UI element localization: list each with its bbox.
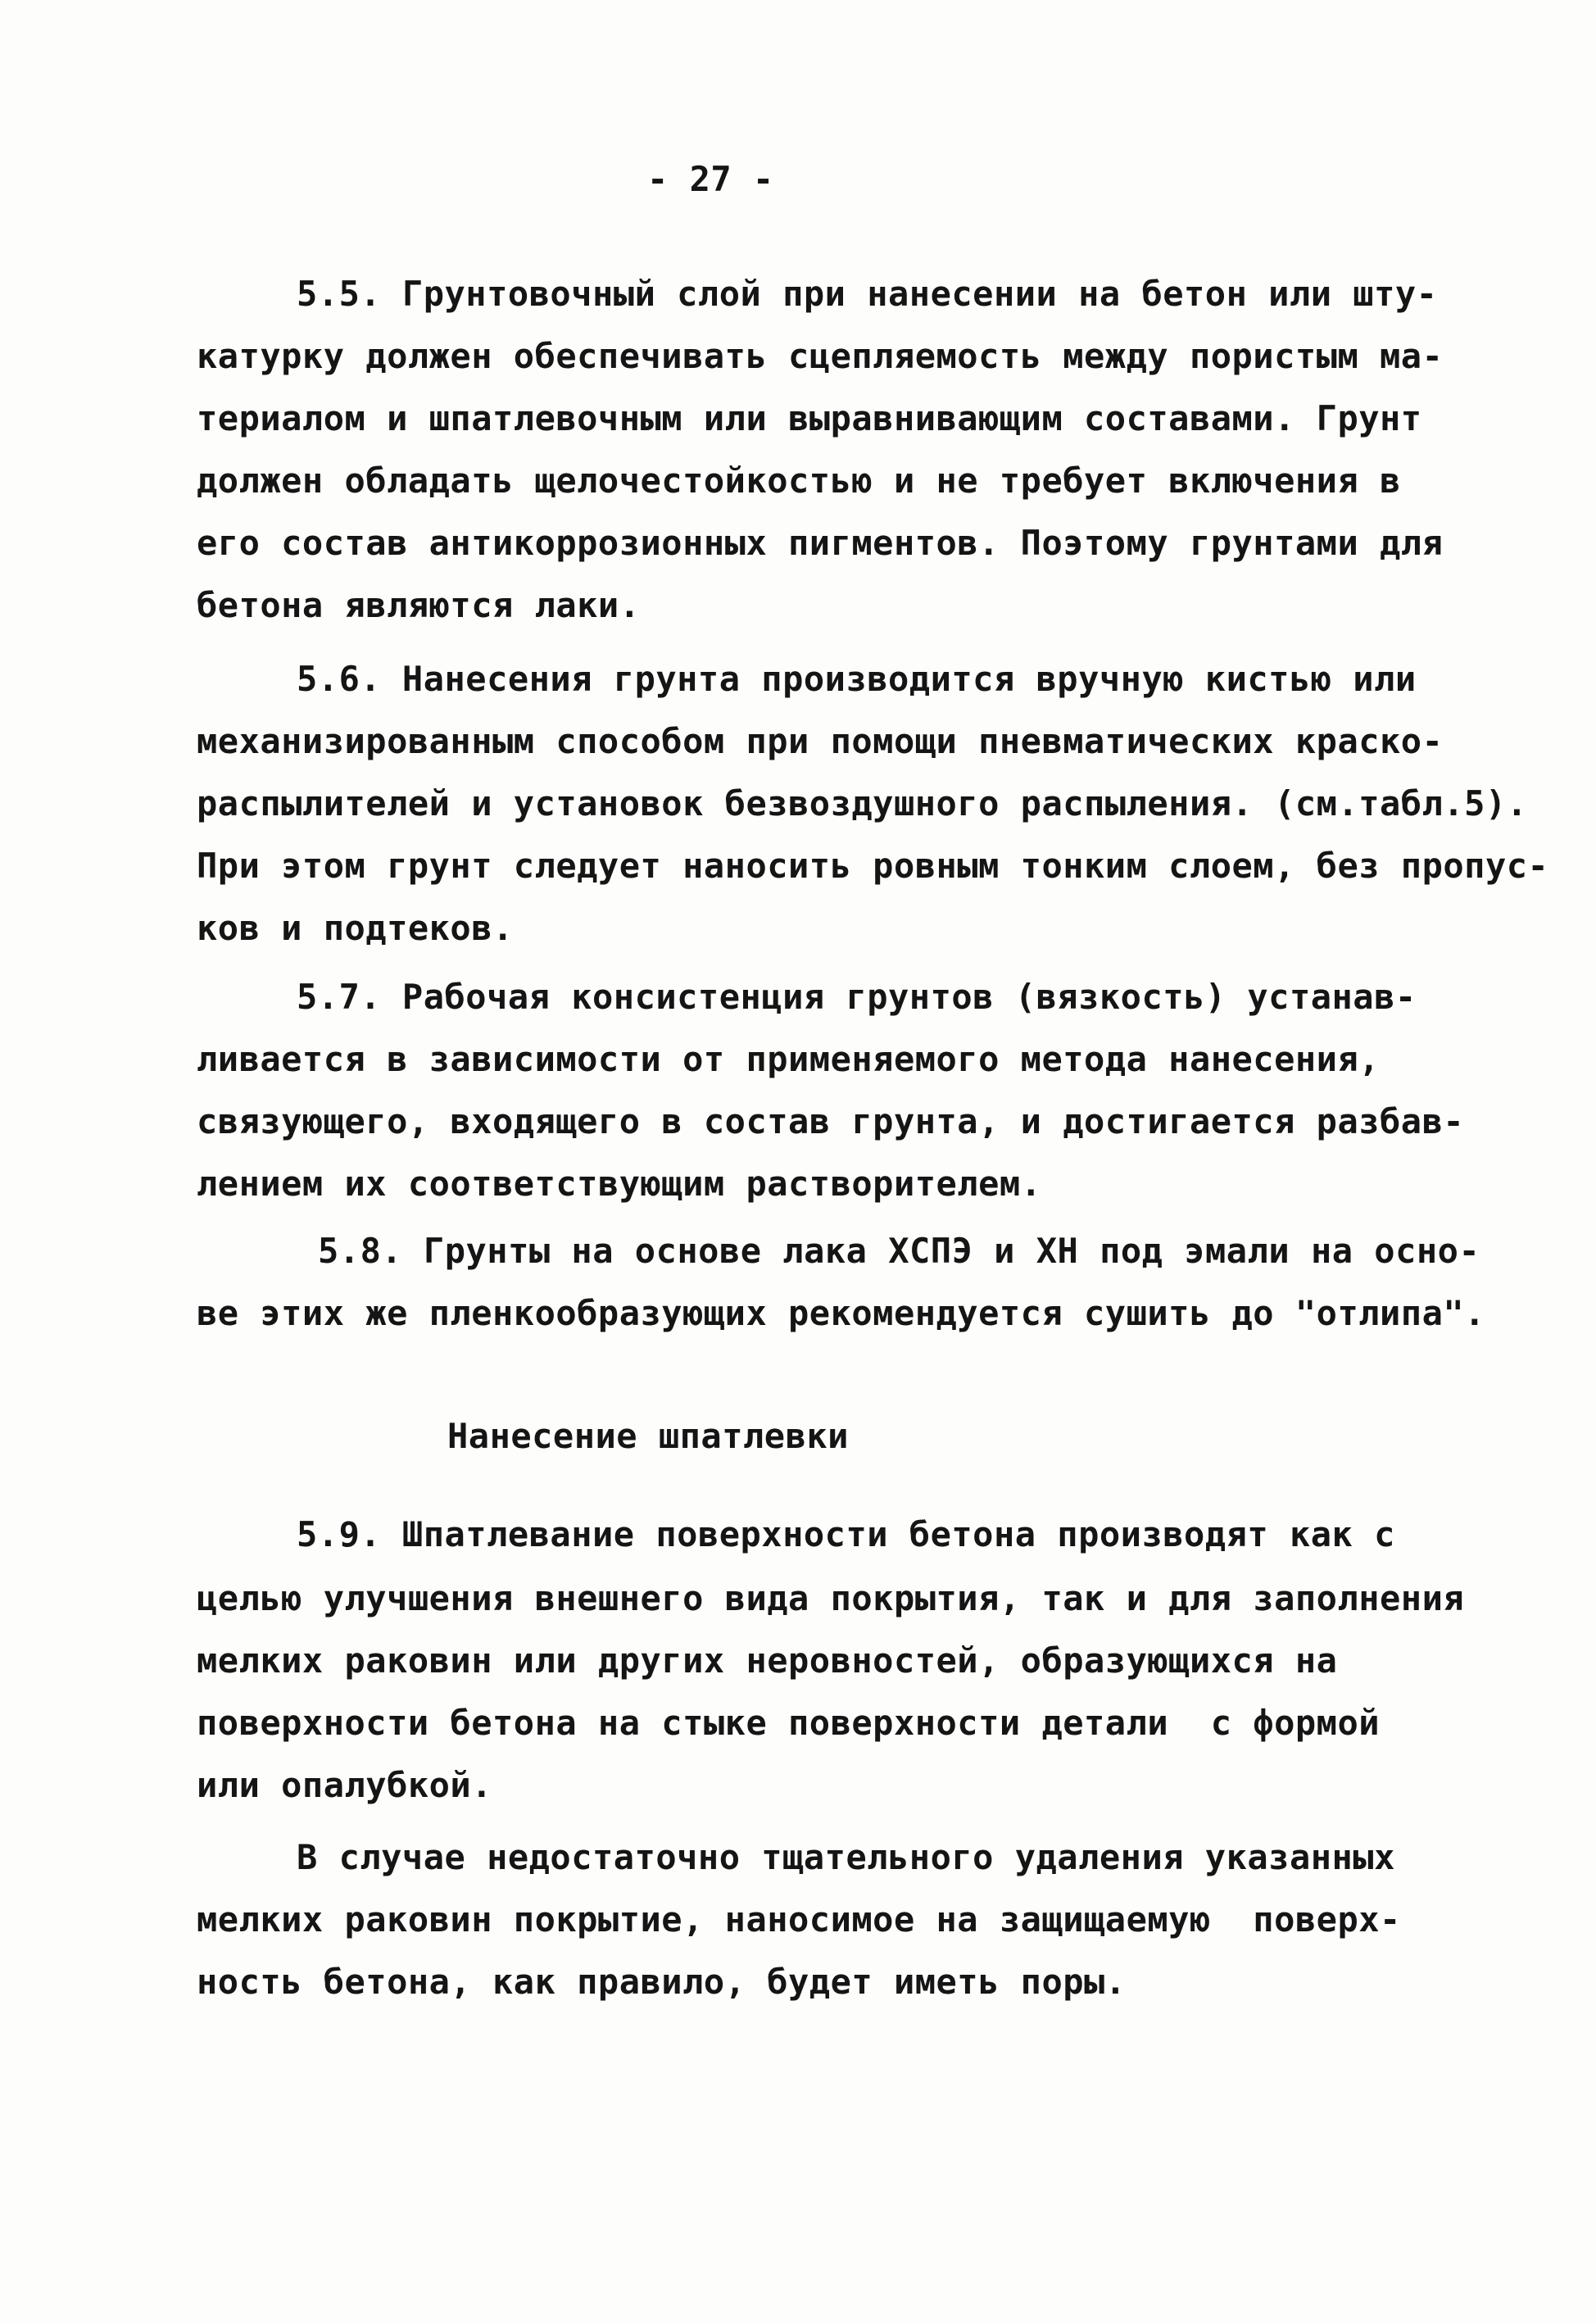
- paragraph-5-5-line-2: катурку должен обеспечивать сцепляемость между пористым ма-: [197, 336, 1444, 376]
- paragraph-5-6-line-2: механизированным способом при помощи пневматических краско-: [197, 721, 1444, 761]
- paragraph-5-5-line-1: 5.5. Грунтовочный слой при нанесении на бетон или шту-: [297, 274, 1438, 314]
- paragraph-5-9-line-1: 5.9. Шпатлевание поверхности бетона производят как с: [297, 1514, 1395, 1554]
- paragraph-5-9-line-3: мелких раковин или других неровностей, образующихся на: [197, 1640, 1338, 1681]
- paragraph-5-9-line-2: целью улучшения внешнего вида покрытия, так и для заполнения: [197, 1578, 1465, 1618]
- paragraph-5-7-line-4: лением их соответствующим растворителем.: [197, 1164, 1042, 1204]
- paragraph-final-line-1: В случае недостаточно тщательного удаления указанных: [297, 1837, 1395, 1877]
- paragraph-5-5-line-5: его состав антикоррозионных пигментов. Поэтому грунтами для: [197, 523, 1444, 563]
- paragraph-final-line-3: ность бетона, как правило, будет иметь поры.: [197, 1962, 1127, 2002]
- paragraph-5-6-line-1: 5.6. Нанесения грунта производится вручную кистью или: [297, 659, 1417, 699]
- paragraph-5-6-line-5: ков и подтеков.: [197, 908, 514, 948]
- paragraph-5-9-line-5: или опалубкой.: [197, 1765, 493, 1805]
- page-number: - 27 -: [647, 159, 774, 199]
- paragraph-5-5-line-4: должен обладать щелочестойкостью и не требует включения в: [197, 461, 1401, 501]
- paragraph-5-7-line-3: связующего, входящего в состав грунта, и достигается разбав-: [197, 1101, 1465, 1141]
- section-heading: Нанесение шпатлевки: [447, 1416, 849, 1456]
- paragraph-5-8-line-1: 5.8. Грунты на основе лака ХСПЭ и ХН под эмали на осно-: [318, 1231, 1480, 1271]
- paragraph-5-9-line-4: поверхности бетона на стыке поверхности детали с формой: [197, 1703, 1381, 1743]
- paragraph-5-7-line-1: 5.7. Рабочая консистенция грунтов (вязкость) устанав-: [297, 977, 1417, 1017]
- paragraph-5-6-line-3: распылителей и установок безвоздушного распыления. (см.табл.5).: [197, 783, 1528, 823]
- paragraph-5-5-line-6: бетона являются лаки.: [197, 585, 641, 625]
- paragraph-5-7-line-2: ливается в зависимости от применяемого метода нанесения,: [197, 1039, 1381, 1079]
- paragraph-final-line-2: мелких раковин покрытие, наносимое на защищаемую поверх-: [197, 1899, 1401, 1940]
- paragraph-5-8-line-2: ве этих же пленкообразующих рекомендуется сушить до "отлипа".: [197, 1293, 1485, 1333]
- paragraph-5-5-line-3: териалом и шпатлевочным или выравнивающим составами. Грунт: [197, 398, 1422, 438]
- paragraph-5-6-line-4: При этом грунт следует наносить ровным тонким слоем, без пропус-: [197, 846, 1549, 886]
